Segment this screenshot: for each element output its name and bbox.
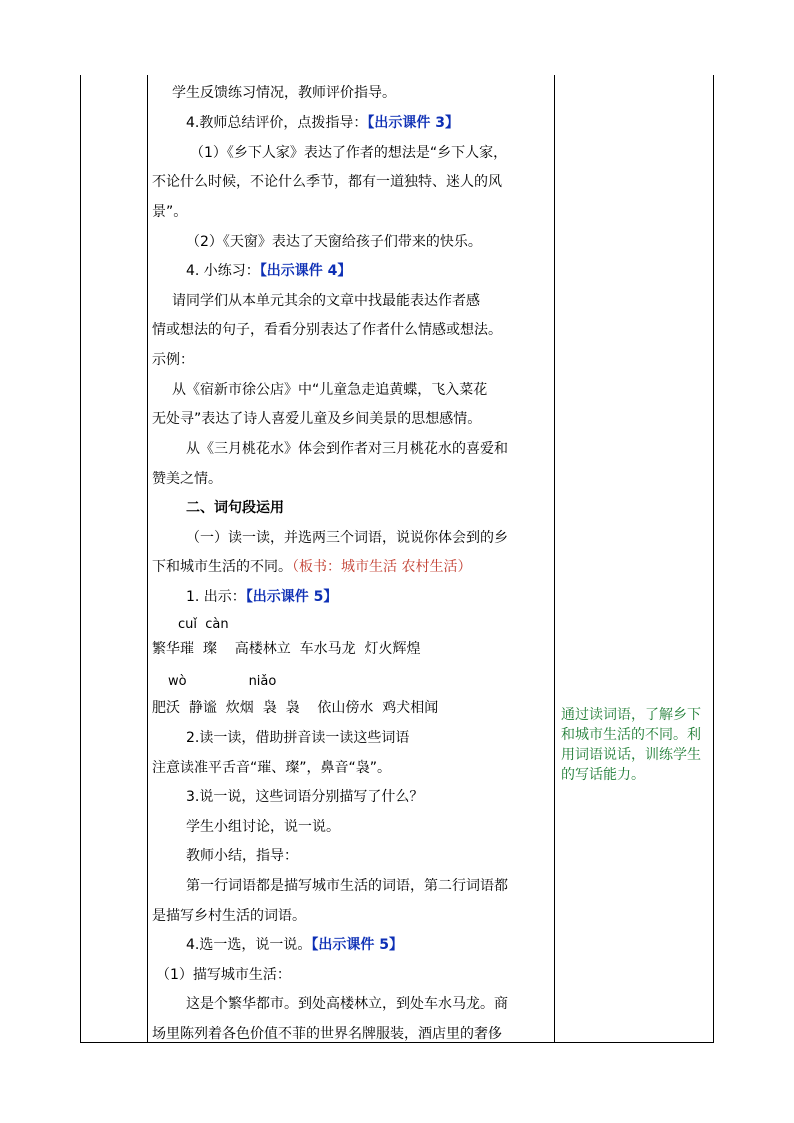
line-25: 3.说一说，这些词语分别描写了什么？ — [186, 789, 424, 805]
line-1: 学生反馈练习情况，教师评价指导。 — [172, 85, 396, 101]
line-33: 场里陈列着各色价值不菲的世界名牌服装，酒店里的奢侈 — [152, 1026, 502, 1042]
design-intent-note — [561, 705, 713, 785]
line-14: 赞美之情。 — [152, 471, 222, 487]
line-3: （1）《乡下人家》表达了作者的想法是“乡下人家， — [190, 145, 508, 161]
table-divider-2 — [554, 75, 555, 1043]
line-32: 这是个繁华都市。到处高楼林立，到处车水马龙。商 — [186, 996, 508, 1012]
note-line-1: 通过读词语，了解乡下 — [561, 707, 701, 723]
note-line-3: 用词语说话，训练学生 — [561, 747, 701, 763]
courseware-3-tag: 【出示课件 3】 — [367, 115, 459, 131]
pinyin-line-2: wò niǎo — [168, 674, 277, 689]
note-line-2: 和城市生活的不同。利 — [561, 727, 701, 743]
line-28: 第一行词语都是描写城市生活的词语，第二行词语都 — [186, 878, 508, 894]
line-27: 教师小结，指导： — [186, 848, 298, 864]
line-12: 无处寻”表达了诗人喜爱儿童及乡间美景的思想感情。 — [152, 411, 482, 427]
line-8: 请同学们从本单元其余的文章中找最能表达作者感 — [172, 293, 480, 309]
courseware-5-tag: 【出示课件 5】 — [245, 589, 338, 605]
word-row-city: 繁华璀 璨 高楼林立 车水马龙 灯火辉煌 — [152, 641, 421, 657]
pinyin-line-1: cuǐ càn — [178, 617, 229, 632]
line-29: 是描写乡村生活的词语。 — [152, 908, 306, 924]
line-16: （一）读一读，并选两三个词语，说说你体会到的乡 — [186, 530, 508, 546]
courseware-4-tag: 【出示课件 4】 — [259, 263, 352, 279]
line-9: 情或想法的句子，看看分别表达了作者什么情感或想法。 — [152, 322, 502, 338]
line-2: 4.教师总结评价，点拨指导：【出示课件 3】 — [186, 115, 459, 131]
line-7: 4. 小练习：【出示课件 4】 — [186, 263, 352, 279]
table-divider-1 — [147, 75, 148, 1043]
line-4: 不论什么时候，不论什么季节，都有一道独特、迷人的风 — [152, 174, 502, 190]
word-row-country: 肥沃 静谧 炊烟 袅 袅 依山傍水 鸡犬相闻 — [152, 700, 439, 716]
line-5: 景”。 — [152, 204, 188, 220]
line-23: 2.读一读，借助拼音读一读这些词语 — [186, 730, 410, 746]
board-note: （板书：城市生活 农村生活） — [292, 559, 472, 575]
table-border-left — [80, 75, 81, 1043]
line-26: 学生小组讨论，说一说。 — [186, 819, 340, 835]
line-24: 注意读准平舌音“璀、璨”，鼻音“袅”。 — [152, 760, 392, 776]
line-18: 1. 出示：【出示课件 5】 — [186, 589, 338, 605]
section-heading: 二、词句段运用 — [186, 500, 284, 516]
table-border-right — [713, 75, 714, 1043]
line-13: 从《三月桃花水》体会到作者对三月桃花水的喜爱和 — [186, 441, 508, 457]
line-11: 从《宿新市徐公店》中“儿童急走追黄蝶，飞入菜花 — [172, 382, 488, 398]
line-30: 4.选一选，说一说。【出示课件 5】 — [186, 937, 403, 953]
line-17: 下和城市生活的不同。（板书：城市生活 农村生活） — [152, 559, 472, 575]
line-6: （2）《天窗》表达了天窗给孩子们带来的快乐。 — [186, 234, 482, 250]
note-line-4: 的写话能力。 — [561, 767, 645, 783]
line-31: （1）描写城市生活： — [156, 967, 291, 983]
line-10: 示例： — [152, 352, 194, 368]
courseware-5b-tag: 【出示课件 5】 — [311, 937, 403, 953]
